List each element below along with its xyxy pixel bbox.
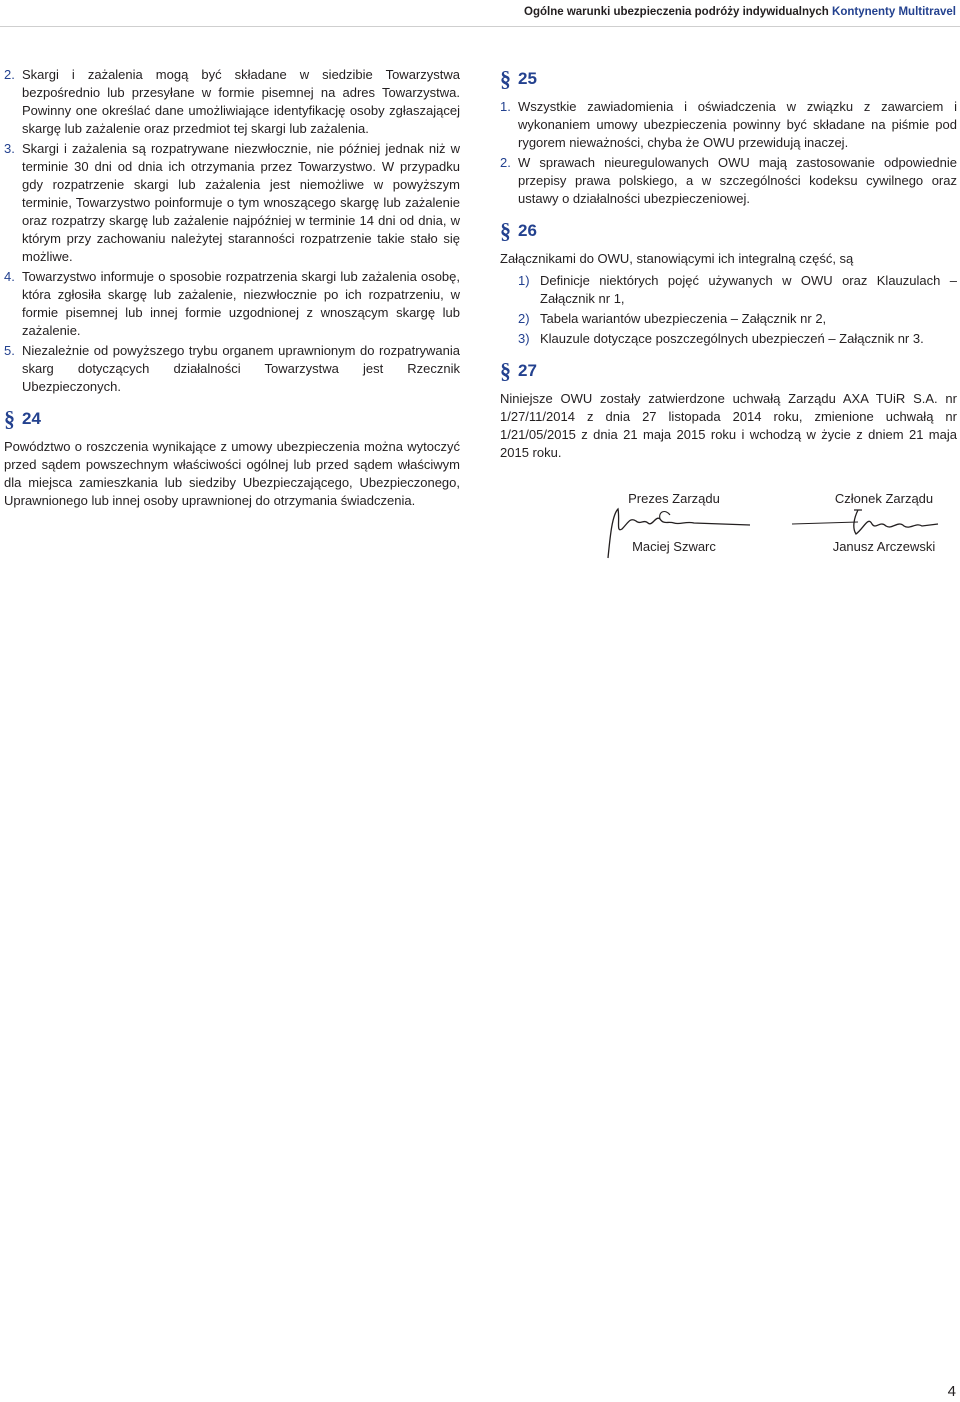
section-heading bbox=[500, 66, 957, 92]
item-text: Niezależnie od powyższego trybu organem uprawnionym do rozpatrywania skarg dotyczących działalności Towarzystwa jest Rzecznik Ubezpieczonych. bbox=[22, 343, 460, 394]
section-text: Niniejsze OWU zostały zatwierdzone uchwałą Zarządu AXA TUiR S.A. nr 1/27/11/2014 z dnia 27 listopada 2014 roku, zmienione uchwałą nr 1/21/05/2015 z dnia 21 maja 2015 roku i wchodzą w życie z dniem 21 maja 2015 roku. bbox=[500, 391, 957, 460]
section-number: 24 bbox=[22, 409, 41, 428]
section-sign-icon bbox=[500, 68, 512, 90]
section-sign-icon bbox=[500, 360, 512, 382]
item-number: 2. bbox=[500, 155, 511, 170]
section-heading bbox=[500, 218, 957, 244]
item-number: 2) bbox=[518, 311, 530, 326]
section-23-continued bbox=[4, 66, 460, 396]
svg-text:§: § bbox=[500, 360, 511, 382]
list-item bbox=[500, 330, 957, 348]
item-number: 1. bbox=[500, 99, 511, 114]
section-text: Powództwo o roszczenia wynikające z umowy ubezpieczenia można wytoczyć przed sądem powszechnym właściwości ogólnej lub przed sądem właściwym dla miejsca zamieszkania lub siedziby Ubezpieczającego, Ubezpieczonego, Uprawnionego lub innej osoby uprawnionej do otrzymania świadczenia. bbox=[4, 439, 460, 508]
section-heading bbox=[500, 358, 957, 384]
section-sign-icon bbox=[4, 408, 16, 430]
document-title-prefix: Ogólne warunki ubezpieczenia podróży indywidualnych bbox=[524, 6, 829, 18]
item-text: Definicje niektórych pojęć używanych w OWU oraz Klauzulach – Załącznik nr 1, bbox=[540, 273, 957, 306]
item-text: Towarzystwo informuje o sposobie rozpatrzenia skargi lub zażalenia osobę, która zgłosiła skargę lub zażalenie, niezwłocznie po ich rozpatrzeniu, w formie pisemnej lub innej formie uzgodnionej z wnoszącym skargę lub zażalenie. bbox=[22, 269, 460, 338]
item-text: Klauzule dotyczące poszczególnych ubezpieczeń – Załącznik nr 3. bbox=[540, 331, 924, 346]
svg-text:§: § bbox=[500, 68, 511, 90]
list-item bbox=[4, 342, 460, 396]
svg-text:§: § bbox=[500, 220, 511, 242]
section-26 bbox=[500, 218, 957, 348]
item-number: 4. bbox=[4, 269, 15, 284]
section-heading bbox=[4, 406, 460, 432]
item-text: W sprawach nieuregulowanych OWU mają zastosowanie odpowiednie przepisy prawa polskiego, a w szczególności kodeksu cywilnego oraz ustawy o działalności ubezpieczeniowej. bbox=[518, 155, 957, 206]
page-header bbox=[0, 0, 960, 27]
item-text: Skargi i zażalenia mogą być składane w siedzibie Towarzystwa bezpośrednio lub przesyłane w formie pisemnej na adres Towarzystwa. Powinny one określać dane umożliwiające identyfikację osoby zgłaszającej skargę lub zażalenie oraz przedmiot tej skargi lub zażalenia. bbox=[22, 67, 460, 136]
item-text: Skargi i zażalenia są rozpatrywane niezwłocznie, nie później jednak niż w terminie 30 dni od dnia ich otrzymania przez Towarzystwo. W przypadku gdy rozpatrzenie skargi lub zażalenia jest niemożliwe w powyższym terminie, Towarzystwo poinformuje o tym wnoszącego skargę lub zażalenie oraz rozpatrzy skargę lub zażalenie najpóźniej w terminie 14 dni od dnia, w którym przy zachowaniu należytej staranności rozpatrzenie takie stało się możliwe. bbox=[22, 141, 460, 264]
list-item bbox=[500, 272, 957, 308]
signature-president-icon bbox=[600, 503, 760, 563]
list-item bbox=[500, 98, 957, 152]
section-25 bbox=[500, 66, 957, 208]
document-title-product: Kontynenty Multitravel bbox=[832, 6, 956, 18]
item-text: Tabela wariantów ubezpieczenia – Załącznik nr 2, bbox=[540, 311, 827, 326]
signatory-role: Prezes Zarządu bbox=[628, 491, 720, 506]
list-item bbox=[500, 310, 957, 328]
item-text: Wszystkie zawiadomienia i oświadczenia w związku z zawarciem i wykonaniem umowy ubezpieczenia powinny być składane na piśmie pod rygorem nieważności, chyba że OWU przewidują inaczej. bbox=[518, 99, 957, 150]
signature-board-member-icon bbox=[788, 506, 948, 540]
section-27 bbox=[500, 358, 957, 462]
list-item bbox=[500, 154, 957, 208]
section-intro: Załącznikami do OWU, stanowiącymi ich integralną część, są bbox=[500, 251, 854, 266]
section-sign-icon bbox=[500, 220, 512, 242]
list-item bbox=[4, 140, 460, 266]
item-number: 2. bbox=[4, 67, 15, 82]
document-title bbox=[524, 3, 956, 21]
section-number: 26 bbox=[518, 221, 537, 240]
item-number: 3) bbox=[518, 331, 530, 346]
signatory-name: Maciej Szwarc bbox=[632, 539, 716, 554]
page-number: 4 bbox=[947, 1383, 956, 1400]
section-number: 27 bbox=[518, 361, 537, 380]
signatory-name: Janusz Arczewski bbox=[832, 539, 936, 554]
left-column bbox=[4, 66, 460, 520]
right-column bbox=[500, 66, 957, 472]
item-number: 5. bbox=[4, 343, 15, 358]
item-number: 1) bbox=[518, 273, 530, 288]
section-number: 25 bbox=[518, 69, 537, 88]
list-item bbox=[4, 66, 460, 138]
svg-text:§: § bbox=[4, 408, 15, 430]
list-item bbox=[4, 268, 460, 340]
item-number: 3. bbox=[4, 141, 15, 156]
signatory-role: Członek Zarządu bbox=[834, 491, 934, 506]
section-24 bbox=[4, 406, 460, 510]
